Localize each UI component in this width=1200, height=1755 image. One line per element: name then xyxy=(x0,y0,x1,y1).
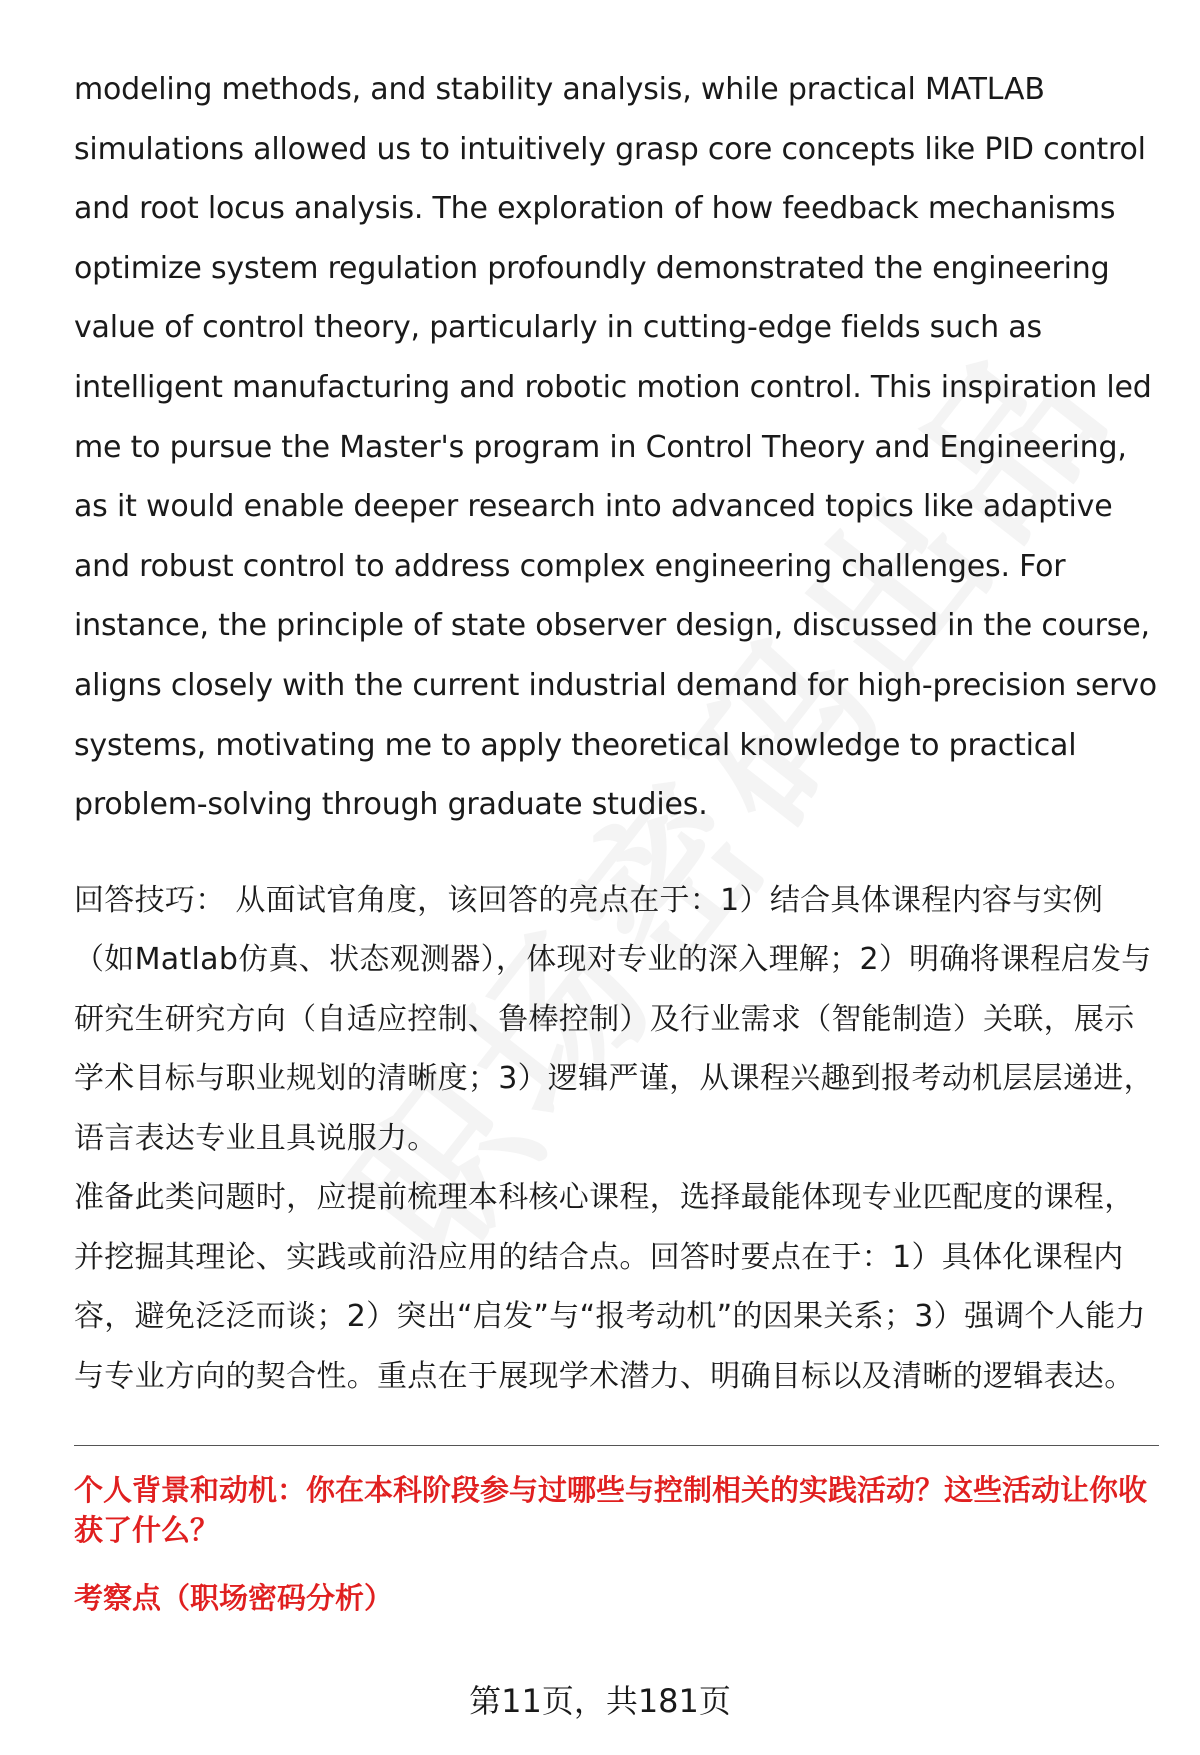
tips-paragraph: 回答技巧： 从面试官角度，该回答的亮点在于：1）结合具体课程内容与实例（如Matlab仿真、状态观测器），体现对专业的深入理解；2）明确将课程启发与研究生研究方向（自适应控制、鲁棒控制）及行业需求（智能制造）关联，展示学术目标与职业规划的清晰度；3）逻辑严谨，从课程兴趣到报考动机层层递进，语言表达专业且具说服力。 xyxy=(74,882,1154,1156)
page-number-footer: 第11页，共181页 xyxy=(469,1682,731,1720)
next-question-heading: 个人背景和动机：你在本科阶段参与过哪些与控制相关的实践活动？这些活动让你收获了什么？ xyxy=(74,1473,1148,1548)
section-divider xyxy=(74,1445,1159,1446)
english-answer-paragraph: modeling methods, and stability analysis, while practical MATLAB simulations allowed us to intuitively grasp core concepts like PID control and root locus analysis. The exploration of how feedback mechanisms optimize system regulation profoundly demonstrated the engineering value of control theory, particularly in cutting-edge fields such as intelligent manufacturing and robotic motion control. This inspiration led me to pursue the Master's program in Control Theory and Engineering, as it would enable deeper research into advanced topics like adaptive and robust control to address complex engineering challenges. For instance, the principle of state observer design, discussed in the course, aligns closely with the current industrial demand for high-precision servo systems, motivating me to apply theoretical knowledge to practical problem-solving through graduate studies. xyxy=(74,72,1157,823)
preparation-paragraph: 准备此类问题时，应提前梳理本科核心课程，选择最能体现专业匹配度的课程，并挖掘其理论、实践或前沿应用的结合点。回答时要点在于：1）具体化课程内容，避免泛泛而谈；2）突出“启发”与“报考动机”的因果关系；3）强调个人能力与专业方向的契合性。重点在于展现学术潜力、明确目标以及清晰的逻辑表达。 xyxy=(74,1180,1146,1394)
section-label: 考察点（职场密码分析） xyxy=(74,1581,394,1616)
answer-tips-section xyxy=(74,871,1159,1407)
document-page xyxy=(74,60,1159,1618)
